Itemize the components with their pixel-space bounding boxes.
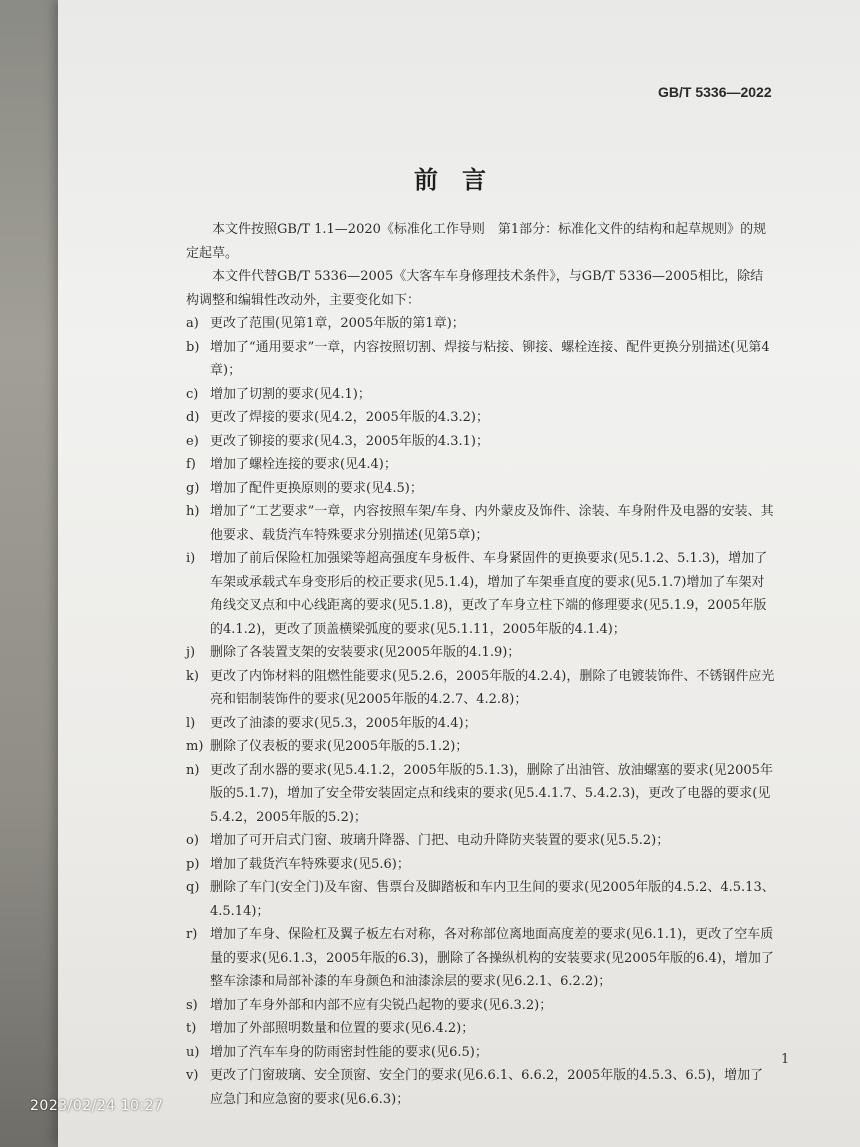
item-text: 增加了“通用要求”一章，内容按照切割、焊接与粘接、铆接、螺栓连接、配件更换分别描述(见第4章)； <box>210 339 770 378</box>
list-item <box>186 477 776 501</box>
item-marker: k) <box>186 668 199 684</box>
item-marker: o) <box>186 833 199 848</box>
item-text: 增加了螺栓连接的要求(见4.4)； <box>210 457 397 472</box>
document-page <box>58 0 860 1147</box>
list-item <box>186 876 776 923</box>
list-item <box>186 1017 776 1041</box>
item-text: 更改了门窗玻璃、安全顶窗、安全门的要求(见6.6.1、6.6.2，2005年版的4.5.3、6.5)，增加了应急门和应急窗的要求(见6.6.3)； <box>210 1068 764 1107</box>
list-item <box>186 430 776 454</box>
list-item <box>186 994 776 1018</box>
list-item <box>186 453 776 477</box>
item-marker: t) <box>186 1021 197 1036</box>
photo-timestamp: 2023/02/24 10:27 <box>30 1098 164 1114</box>
item-marker: i) <box>186 551 196 566</box>
item-marker: a) <box>186 316 199 331</box>
item-marker: e) <box>186 433 199 449</box>
item-text: 更改了铆接的要求(见4.3，2005年版的4.3.1)； <box>210 433 489 449</box>
item-marker: l) <box>186 715 196 731</box>
list-item <box>186 641 776 665</box>
list-item <box>186 853 776 877</box>
item-text: 增加了配件更换原则的要求(见4.5)； <box>210 480 423 496</box>
list-item <box>186 1041 776 1065</box>
list-item <box>186 829 776 853</box>
list-item <box>186 665 776 712</box>
item-marker: v) <box>186 1068 199 1083</box>
changes-list <box>186 312 776 1111</box>
item-text: 增加了可开启式门窗、玻璃升降器、门把、电动升降防夹装置的要求(见5.5.2)； <box>210 833 670 848</box>
page-number: 1 <box>781 1052 790 1067</box>
item-text: 更改了内饰材料的阻燃性能要求(见5.2.6，2005年版的4.2.4)，删除了电镀装饰件、不锈钢件应光亮和铝制装饰件的要求(见2005年版的4.2.7、4.2.8)； <box>210 668 775 707</box>
item-text: 增加了汽车车身的防雨密封性能的要求(见6.5)； <box>210 1044 488 1060</box>
item-marker: d) <box>186 410 200 425</box>
item-marker: j) <box>186 645 196 660</box>
item-text: 增加了外部照明数量和位置的要求(见6.4.2)； <box>210 1021 475 1036</box>
item-marker: b) <box>186 339 200 355</box>
item-text: 增加了前后保险杠加强梁等超高强度车身板件、车身紧固件的更换要求(见5.1.2、5.1.3)，增加了车架或承载式车身变形后的校正要求(见5.1.4)，增加了车架垂直度的要求(见5.1.7)增加了车架对角线交叉点和中心线距离的要求(见5.1.8)，更改了车身立柱下端的修理要求(见5.1.9，2005年版的4.1.2)，更改了顶盖横梁弧度的要求(见5.1.11，2005年版的4.1.4)； <box>210 551 768 637</box>
list-item <box>186 712 776 736</box>
item-marker: u) <box>186 1044 200 1060</box>
item-marker: s) <box>186 997 198 1013</box>
list-item <box>186 547 776 641</box>
item-marker: g) <box>186 480 200 496</box>
item-text: 更改了油漆的要求(见5.3，2005年版的4.4)； <box>210 715 477 731</box>
item-marker: m) <box>186 739 204 754</box>
paragraph-replacement: 本文件代替GB/T 5336—2005《大客车车身修理技术条件》，与GB/T 5336—2005相比，除结构调整和编辑性改动外，主要变化如下： <box>186 269 764 308</box>
list-item <box>186 500 776 547</box>
document-code: GB/T 5336—2022 <box>658 84 772 100</box>
item-marker: h) <box>186 504 200 519</box>
item-marker: n) <box>186 762 200 778</box>
item-marker: f) <box>186 457 196 472</box>
page-title: 前言 <box>414 166 510 194</box>
item-text: 删除了仪表板的要求(见2005年版的5.1.2)； <box>210 739 469 754</box>
item-text: 更改了刮水器的要求(见5.4.1.2，2005年版的5.1.3)，删除了出油管、放油螺塞的要求(见2005年版的5.1.7)，增加了安全带安装固定点和线束的要求(见5.4.1.7、5.4.2.3)，更改了电器的要求(见5.4.2，2005年版的5.2)； <box>210 762 773 825</box>
item-marker: r) <box>186 927 198 942</box>
paragraph-drafting-rules: 本文件按照GB/T 1.1—2020《标准化工作导则 第1部分：标准化文件的结构和起草规则》的规定起草。 <box>186 222 767 261</box>
item-text: 增加了车身外部和内部不应有尖锐凸起物的要求(见6.3.2)； <box>210 997 553 1013</box>
item-text: 增加了车身、保险杠及翼子板左右对称，各对称部位离地面高度差的要求(见6.1.1)，更改了空车质量的要求(见6.1.3，2005年版的6.3)，删除了各操纵机构的安装要求(见2005年版的6.4)，增加了整车涂漆和局部补漆的车身颜色和油漆涂层的要求(见6.2.1、6.2.2)； <box>210 927 774 989</box>
item-marker: q) <box>186 880 200 895</box>
item-text: 删除了车门(安全门)及车窗、售票台及脚踏板和车内卫生间的要求(见2005年版的4.5.2、4.5.13、4.5.14)； <box>210 880 775 919</box>
list-item <box>186 1064 776 1111</box>
item-marker: c) <box>186 386 199 402</box>
item-text: 增加了载货汽车特殊要求(见5.6)； <box>210 856 410 872</box>
list-item <box>186 312 776 336</box>
item-marker: p) <box>186 856 200 872</box>
list-item <box>186 923 776 994</box>
item-text: 增加了切割的要求(见4.1)； <box>210 386 371 402</box>
item-text: 更改了范围(见第1章，2005年版的第1章)； <box>210 316 465 331</box>
list-item <box>186 759 776 830</box>
list-item <box>186 336 776 383</box>
item-text: 删除了各装置支架的安装要求(见2005年版的4.1.9)； <box>210 645 521 660</box>
list-item <box>186 406 776 430</box>
list-item <box>186 735 776 759</box>
document-body <box>186 218 776 1111</box>
item-text: 增加了“工艺要求”一章，内容按照车架/车身、内外蒙皮及饰件、涂装、车身附件及电器的安装、其他要求、载货汽车特殊要求分别描述(见第5章)； <box>210 504 774 543</box>
item-text: 更改了焊接的要求(见4.2，2005年版的4.3.2)； <box>210 410 489 425</box>
list-item <box>186 383 776 407</box>
